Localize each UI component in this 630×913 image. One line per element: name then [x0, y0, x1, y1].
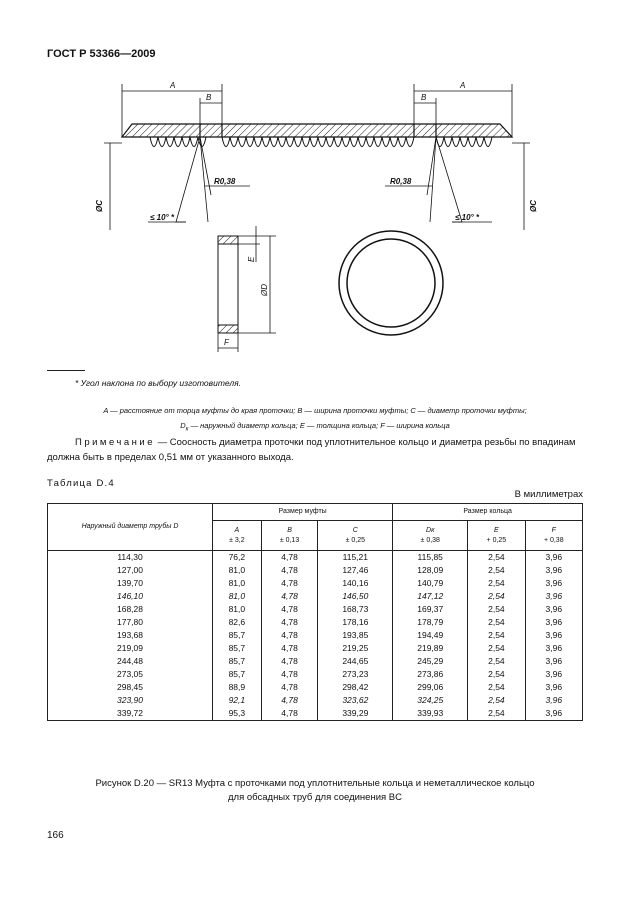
- table-cell: 3,96: [525, 564, 582, 577]
- dim-c-right: ØC: [529, 200, 538, 212]
- radius-right: R0,38: [390, 177, 412, 186]
- table-cell: 2,54: [468, 590, 525, 603]
- radius-left: R0,38: [214, 177, 236, 186]
- table-units: В миллиметрах: [514, 489, 583, 500]
- table-cell: 2,54: [468, 564, 525, 577]
- table-cell: 4,78: [261, 551, 318, 565]
- table-cell: 81,0: [213, 590, 262, 603]
- table-cell: 244,48: [48, 655, 213, 668]
- col-header-2: C ± 0,25: [318, 521, 393, 551]
- table-cell: 2,54: [468, 629, 525, 642]
- table-cell: 193,85: [318, 629, 393, 642]
- table-cell: 4,78: [261, 694, 318, 707]
- coupling-section: [122, 124, 512, 147]
- table-cell: 85,7: [213, 668, 262, 681]
- table-row: [48, 629, 583, 642]
- table-row: [48, 577, 583, 590]
- table-cell: 85,7: [213, 629, 262, 642]
- table-cell: 339,29: [318, 707, 393, 721]
- caption-line-2: для обсадных труб для соединения BC: [228, 792, 402, 803]
- table-cell: 85,7: [213, 655, 262, 668]
- col-header-5: F + 0,38: [525, 521, 582, 551]
- col-header-3: Dк ± 0,38: [393, 521, 468, 551]
- table-cell: 92,1: [213, 694, 262, 707]
- table-cell: 219,25: [318, 642, 393, 655]
- table-cell: 3,96: [525, 642, 582, 655]
- table-cell: 146,50: [318, 590, 393, 603]
- table-cell: 194,49: [393, 629, 468, 642]
- table-cell: 146,10: [48, 590, 213, 603]
- table-cell: 85,7: [213, 642, 262, 655]
- table-cell: 4,78: [261, 564, 318, 577]
- table-cell: 115,21: [318, 551, 393, 565]
- table-cell: 3,96: [525, 694, 582, 707]
- table-cell: 3,96: [525, 707, 582, 721]
- table-cell: 2,54: [468, 577, 525, 590]
- caption-line-1: Рисунок D.20 — SR13 Муфта с проточками под уплотнительные кольца и неметаллическое кольцо: [95, 778, 535, 789]
- table-cell: 219,89: [393, 642, 468, 655]
- table-cell: 2,54: [468, 616, 525, 629]
- angle-left: ≤ 10° *: [150, 213, 175, 222]
- table-row: [48, 642, 583, 655]
- table-cell: 147,12: [393, 590, 468, 603]
- table-cell: 4,78: [261, 681, 318, 694]
- table-cell: 128,09: [393, 564, 468, 577]
- dim-c-left: ØC: [95, 200, 104, 212]
- table-cell: 4,78: [261, 577, 318, 590]
- dim-b-right: B: [421, 93, 427, 102]
- table-row: [48, 707, 583, 721]
- table-cell: 193,68: [48, 629, 213, 642]
- table-row: [48, 564, 583, 577]
- table-cell: 81,0: [213, 564, 262, 577]
- table-cell: 127,46: [318, 564, 393, 577]
- table-cell: 2,54: [468, 655, 525, 668]
- coupling-drawing: [0, 0, 630, 370]
- group-ring-header: Размер кольца: [393, 504, 583, 521]
- col-diameter-header: Наружный диаметр трубы D: [48, 504, 213, 551]
- table-cell: 323,90: [48, 694, 213, 707]
- note: [47, 435, 587, 465]
- table-cell: 273,23: [318, 668, 393, 681]
- table-cell: 323,62: [318, 694, 393, 707]
- table-cell: 299,06: [393, 681, 468, 694]
- table-row: [48, 694, 583, 707]
- table-cell: 324,25: [393, 694, 468, 707]
- table-cell: 2,54: [468, 642, 525, 655]
- table-cell: 178,79: [393, 616, 468, 629]
- table-cell: 3,96: [525, 551, 582, 565]
- table-cell: 3,96: [525, 616, 582, 629]
- table-cell: 177,80: [48, 616, 213, 629]
- table-cell: 3,96: [525, 629, 582, 642]
- table-cell: 4,78: [261, 642, 318, 655]
- table-cell: 4,78: [261, 655, 318, 668]
- legend-line-2: $D_к$ — наружный диаметр кольца; E — толщина кольца; F — ширина кольца: [180, 421, 450, 433]
- dim-f: F: [224, 338, 229, 347]
- table-cell: 4,78: [261, 629, 318, 642]
- table-cell: 219,09: [48, 642, 213, 655]
- figure-caption: [30, 777, 600, 805]
- table-cell: 2,54: [468, 551, 525, 565]
- col-header-4: E + 0,25: [468, 521, 525, 551]
- table-row: [48, 551, 583, 565]
- table-cell: 2,54: [468, 603, 525, 616]
- table-cell: 4,78: [261, 616, 318, 629]
- footnote: * Угол наклона по выбору изготовителя.: [75, 378, 242, 388]
- legend-line-1: A — расстояние от торца муфты до края проточки; B — ширина проточки муфты; C — диаметр проточки муфты;: [103, 406, 527, 415]
- note-label: Примечание: [75, 437, 155, 448]
- table-cell: 95,3: [213, 707, 262, 721]
- table-row: [48, 681, 583, 694]
- table-cell: 169,37: [393, 603, 468, 616]
- table-cell: 3,96: [525, 603, 582, 616]
- table-cell: 140,16: [318, 577, 393, 590]
- table-cell: 298,45: [48, 681, 213, 694]
- ring-front-view: [339, 231, 443, 335]
- dimension-lines: [104, 84, 530, 230]
- table-cell: 168,28: [48, 603, 213, 616]
- dim-e: E: [247, 256, 256, 262]
- table-cell: 3,96: [525, 577, 582, 590]
- table-cell: 3,96: [525, 655, 582, 668]
- table-cell: 114,30: [48, 551, 213, 565]
- table-cell: 244,65: [318, 655, 393, 668]
- table-cell: 3,96: [525, 590, 582, 603]
- table-cell: 3,96: [525, 681, 582, 694]
- table-cell: 139,70: [48, 577, 213, 590]
- table-cell: 81,0: [213, 577, 262, 590]
- page-number: 166: [47, 830, 64, 841]
- table-cell: 4,78: [261, 590, 318, 603]
- dim-b-left: B: [206, 93, 212, 102]
- note-text: — Соосность диаметра проточки под уплотнительное кольцо и диаметра резьбы по впадинам должна быть в пределах 0,51 мм от указанного выхода.: [47, 437, 576, 463]
- table-cell: 4,78: [261, 603, 318, 616]
- table-row: [48, 668, 583, 681]
- dim-a-left: A: [170, 81, 176, 90]
- table-cell: 339,93: [393, 707, 468, 721]
- table-cell: 339,72: [48, 707, 213, 721]
- dimensions-table: [47, 503, 583, 721]
- table-cell: 273,05: [48, 668, 213, 681]
- table-cell: 178,16: [318, 616, 393, 629]
- col-header-0: A ± 3,2: [213, 521, 262, 551]
- document-header: ГОСТ Р 53366—2009: [47, 48, 156, 60]
- table-cell: 2,54: [468, 707, 525, 721]
- table-cell: 245,29: [393, 655, 468, 668]
- table-cell: 273,86: [393, 668, 468, 681]
- footnote-separator: [47, 370, 85, 371]
- table-row: [48, 590, 583, 603]
- table-row: [48, 603, 583, 616]
- table-cell: 140,79: [393, 577, 468, 590]
- table-cell: 76,2: [213, 551, 262, 565]
- legend: [40, 403, 590, 438]
- table-cell: 115,85: [393, 551, 468, 565]
- table-caption: Таблица D.4: [47, 478, 115, 489]
- table-cell: 4,78: [261, 668, 318, 681]
- table-row: [48, 655, 583, 668]
- dim-a-right: A: [460, 81, 466, 90]
- dim-dk: ØD: [260, 284, 269, 296]
- table-cell: 4,78: [261, 707, 318, 721]
- table-cell: 3,96: [525, 668, 582, 681]
- table-cell: 168,73: [318, 603, 393, 616]
- table-cell: 88,9: [213, 681, 262, 694]
- table-cell: 2,54: [468, 668, 525, 681]
- table-row: [48, 616, 583, 629]
- table-cell: 81,0: [213, 603, 262, 616]
- table-cell: 82,6: [213, 616, 262, 629]
- angle-right: ≤ 10° *: [455, 213, 480, 222]
- ring-section: [218, 226, 276, 352]
- table-cell: 127,00: [48, 564, 213, 577]
- table-cell: 2,54: [468, 694, 525, 707]
- group-coupling-header: Размер муфты: [213, 504, 393, 521]
- table-cell: 298,42: [318, 681, 393, 694]
- col-header-1: B ± 0,13: [261, 521, 318, 551]
- table-cell: 2,54: [468, 681, 525, 694]
